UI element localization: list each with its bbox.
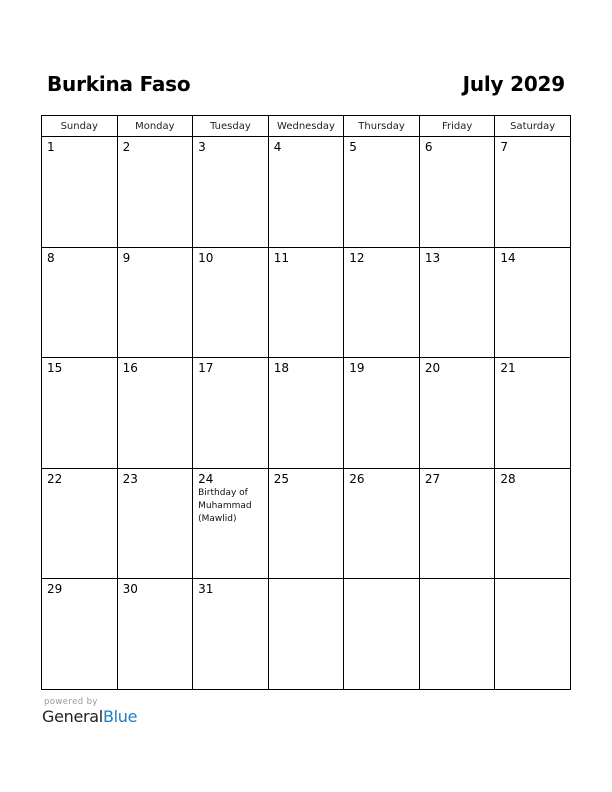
day-cell [42,137,118,248]
day-cell-empty [344,579,420,690]
day-cell [117,579,193,690]
day-cell [42,468,118,579]
day-cell-empty [495,579,571,690]
day-number: 10 [198,250,214,265]
week-row-3 [42,358,571,469]
day-cell [495,137,571,248]
week-row-4 [42,468,571,579]
day-number: 15 [47,361,63,375]
day-cell [344,137,420,248]
weekday-wednesday: Wednesday [268,116,344,137]
day-number: 22 [47,471,63,486]
day-number: 2 [122,140,131,154]
day-number: 25 [273,471,289,486]
day-number: 1 [47,140,55,154]
day-cell [117,247,193,358]
week-row-1 [42,137,571,248]
day-number: 27 [424,471,441,486]
day-cell-empty [419,579,495,690]
day-number: 7 [500,140,509,154]
weekday-saturday: Saturday [495,116,571,137]
day-cell [344,358,420,469]
day-number: 18 [273,361,289,375]
day-number: 17 [198,361,214,375]
day-number: 19 [349,361,365,375]
day-cell [268,358,344,469]
day-cell [344,468,420,579]
day-cell [117,468,193,579]
day-number: 21 [500,361,516,375]
calendar-grid [41,115,571,690]
day-number: 8 [47,250,55,265]
day-number: 5 [349,140,357,154]
day-cell [268,247,344,358]
holiday-label: Birthday of Muhammad (Mawlid) [198,487,252,524]
day-number: 11 [273,250,289,265]
month-year-title: July 2029 [462,72,565,96]
day-number: 4 [273,140,282,154]
day-number: 31 [198,582,214,596]
day-cell [419,137,495,248]
day-cell [193,358,269,469]
day-cell [495,247,571,358]
weekday-sunday: Sunday [42,116,118,137]
day-cell [193,468,269,579]
day-cell [419,247,495,358]
day-number: 23 [122,471,138,486]
day-number: 14 [500,250,516,265]
weekday-monday: Monday [117,116,193,137]
week-row-5 [42,579,571,690]
day-cell [495,468,571,579]
day-cell [42,579,118,690]
generalblue-logo[interactable] [42,707,137,727]
day-number: 26 [349,471,365,486]
day-number: 12 [349,250,365,265]
day-cell [268,468,344,579]
day-number: 29 [47,582,63,596]
day-number: 28 [500,471,516,486]
day-cell [193,137,269,248]
day-number: 3 [198,140,206,154]
day-number: 9 [122,250,131,265]
powered-by-text: powered by [44,697,98,707]
brand-blue: Blue [102,707,138,726]
day-number: 6 [424,140,433,154]
weekday-header-row [42,116,571,137]
day-number: 30 [122,582,138,596]
day-cell [344,247,420,358]
day-number: 13 [424,250,441,265]
day-cell [193,579,269,690]
day-cell [117,137,193,248]
day-cell [419,468,495,579]
week-row-2 [42,247,571,358]
day-number: 20 [424,361,441,375]
brand-general: General [42,707,103,726]
day-cell [42,358,118,469]
day-cell [42,247,118,358]
day-cell [268,137,344,248]
day-cell [419,358,495,469]
weekday-thursday: Thursday [344,116,420,137]
day-cell [193,247,269,358]
day-number: 16 [122,361,138,375]
day-number: 24 [198,471,214,486]
day-cell [117,358,193,469]
day-cell [495,358,571,469]
country-title: Burkina Faso [47,72,191,96]
weekday-friday: Friday [419,116,495,137]
weekday-tuesday: Tuesday [193,116,269,137]
day-cell-empty [268,579,344,690]
